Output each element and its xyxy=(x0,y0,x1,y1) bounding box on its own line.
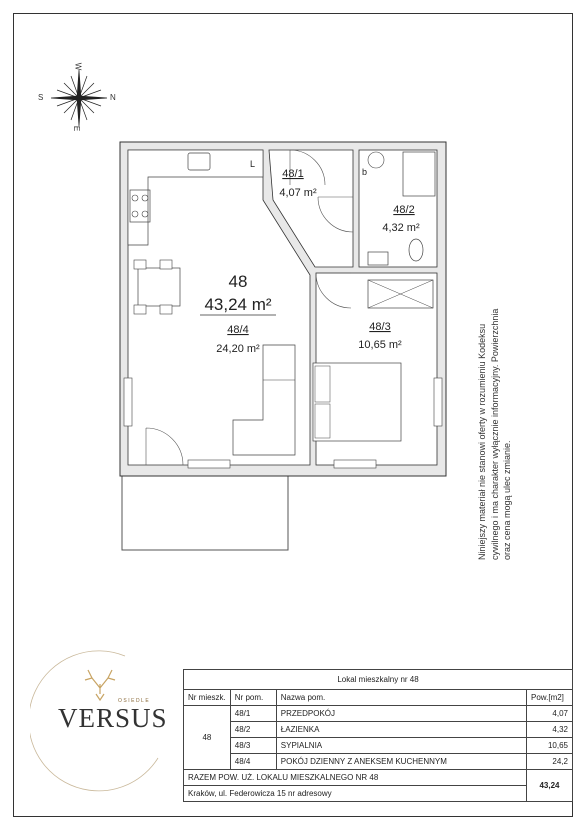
row-no: 48/4 xyxy=(230,754,276,770)
row-no: 48/1 xyxy=(230,706,276,722)
window xyxy=(434,378,442,426)
floor-plan xyxy=(118,140,448,560)
table-row xyxy=(184,722,573,738)
row-area: 24,2 xyxy=(527,754,573,770)
row-name: PRZEDPOKÓJ xyxy=(276,706,526,722)
row-name: SYPIALNIA xyxy=(276,738,526,754)
header-area: Pow.[m2] xyxy=(527,690,573,706)
room-48-4-area: 24,20 m² xyxy=(216,343,260,355)
table-row xyxy=(184,754,573,770)
header-room-no: Nr pom. xyxy=(230,690,276,706)
window xyxy=(188,460,230,468)
shower-icon xyxy=(403,152,435,196)
logo-brand: VERSUS xyxy=(58,703,168,733)
compass-e: E xyxy=(72,125,82,132)
compass-rose xyxy=(34,60,124,140)
compass-n: N xyxy=(110,93,116,102)
disclaimer-line-2: cywilnego i ma charakter wyłącznie informacyjny. Powierzchnia xyxy=(489,308,500,560)
compass-w: W xyxy=(73,62,83,71)
header-room-name: Nazwa pom. xyxy=(276,690,526,706)
row-no: 48/2 xyxy=(230,722,276,738)
room-48-4-id: 48/4 xyxy=(227,324,249,336)
area-table xyxy=(183,669,573,802)
room-48-2-id: 48/2 xyxy=(393,204,415,216)
room-48-3-area: 10,65 m² xyxy=(358,339,402,351)
row-area: 4,32 xyxy=(527,722,573,738)
disclaimer-note xyxy=(476,260,516,560)
dining-table xyxy=(138,268,180,306)
room-48-3-id: 48/3 xyxy=(369,321,391,333)
unit-number-label: 48 xyxy=(228,272,248,291)
table-row xyxy=(184,706,573,722)
balcony xyxy=(122,476,288,550)
fridge-label: L xyxy=(250,159,256,169)
unit-area-label: 43,24 m² xyxy=(204,295,272,314)
row-name: POKÓJ DZIENNY Z ANEKSEM KUCHENNYM xyxy=(276,754,526,770)
room-48-2-area: 4,32 m² xyxy=(382,222,420,234)
row-name: ŁAZIENKA xyxy=(276,722,526,738)
chair-icon xyxy=(160,305,172,314)
window xyxy=(124,378,132,426)
chair-icon xyxy=(134,260,146,269)
row-area: 4,07 xyxy=(527,706,573,722)
address: Kraków, ul. Federowicza 15 nr adresowy xyxy=(184,786,527,802)
row-no: 48/3 xyxy=(230,738,276,754)
table-title: Lokal mieszkalny nr 48 xyxy=(184,670,573,690)
header-unit: Nr mieszk. xyxy=(184,690,231,706)
chair-icon xyxy=(134,305,146,314)
disclaimer-line-3: oraz cena mogą ulec zmianie. xyxy=(502,440,512,560)
room-48-1-area: 4,07 m² xyxy=(279,187,317,199)
disclaimer-line-1: Niniejszy materiał nie stanowi oferty w rozumieniu Kodeksu xyxy=(477,323,487,560)
logo-tagline: OSIEDLE xyxy=(118,698,151,704)
row-area: 10,65 xyxy=(527,738,573,754)
unit-value: 48 xyxy=(184,706,231,770)
total-value: 43,24 xyxy=(527,770,573,802)
table-row xyxy=(184,738,573,754)
chair-icon xyxy=(160,260,172,269)
window xyxy=(334,460,376,468)
versus-logo xyxy=(30,648,170,798)
total-label: RAZEM POW. UŻ. LOKALU MIESZKALNEGO NR 48 xyxy=(184,770,527,786)
compass-s: S xyxy=(38,93,44,102)
room-48-1-id: 48/1 xyxy=(282,168,304,180)
bath-label-b: b xyxy=(362,167,368,177)
